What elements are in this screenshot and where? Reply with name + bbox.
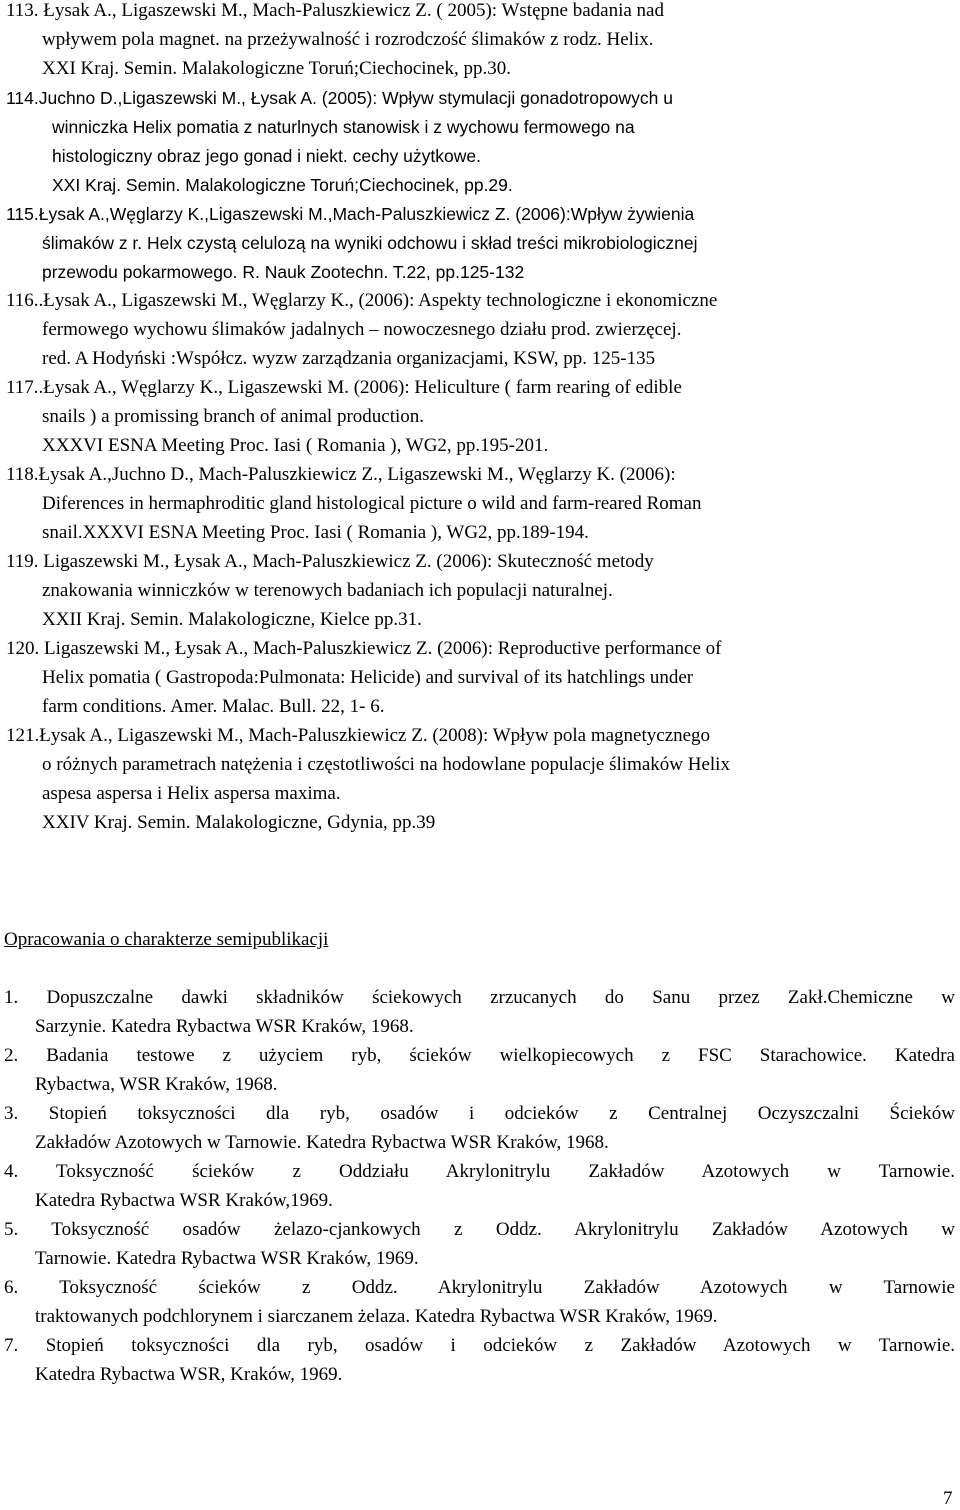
reference-line: Diferences in hermaphroditic gland histological picture o wild and farm-reared Roman [42, 493, 702, 514]
reference-line: XXII Kraj. Semin. Malakologiczne, Kielce pp.31. [42, 609, 422, 630]
reference-line: znakowania winniczków w terenowych badaniach ich populacji naturalnej. [42, 580, 613, 601]
item-line: Katedra Rybactwa WSR, Kraków, 1969. [35, 1364, 343, 1385]
reference-line: ślimaków z r. Helx czystą celulozą na wyniki odchowu i skład treści mikrobiologicznej [42, 233, 698, 253]
reference-line: histologiczny obraz jego gonad i niekt. cechy użytkowe. [52, 146, 481, 166]
item-line: Katedra Rybactwa WSR Kraków,1969. [35, 1190, 333, 1211]
reference-line: XXI Kraj. Semin. Malakologiczne Toruń;Ciechocinek, pp.30. [42, 58, 511, 79]
item-line: traktowanych podchlorynem i siarczanem żelaza. Katedra Rybactwa WSR Kraków, 1969. [35, 1306, 718, 1327]
reference-line: 120. Ligaszewski M., Łysak A., Mach-Paluszkiewicz Z. (2006): Reproductive performance of [6, 638, 722, 659]
reference-line: 121.Łysak A., Ligaszewski M., Mach-Paluszkiewicz Z. (2008): Wpływ pola magnetycznego [6, 725, 711, 746]
reference-line: 118.Łysak A.,Juchno D., Mach-Paluszkiewicz Z., Ligaszewski M., Węglarzy K. (2006): [6, 464, 676, 485]
reference-line: 119. Ligaszewski M., Łysak A., Mach-Paluszkiewicz Z. (2006): Skuteczność metody [6, 551, 654, 572]
item-line: Zakładów Azotowych w Tarnowie. Katedra Rybactwa WSR Kraków, 1968. [35, 1132, 609, 1153]
item-line: Sarzynie. Katedra Rybactwa WSR Kraków, 1968. [35, 1016, 414, 1037]
reference-line: 114.Juchno D.,Ligaszewski M., Łysak A. (2005): Wpływ stymulacji gonadotropowych u [6, 88, 673, 108]
item-line: 5. Toksyczność osadów żelazo-cjankowych z Oddz. Akrylonitrylu Zakładów Azotowych w [4, 1219, 955, 1240]
reference-line: fermowego wychowu ślimaków jadalnych – nowoczesnego działu prod. zwierzęcej. [42, 319, 682, 340]
item-line: 7. Stopień toksyczności dla ryb, osadów i odcieków z Zakładów Azotowych w Tarnowie. [4, 1335, 955, 1356]
reference-line: farm conditions. Amer. Malac. Bull. 22, 1- 6. [42, 696, 385, 717]
reference-line: 113. Łysak A., Ligaszewski M., Mach-Paluszkiewicz Z. ( 2005): Wstępne badania nad [6, 0, 664, 21]
item-line: Tarnowie. Katedra Rybactwa WSR Kraków, 1969. [35, 1248, 419, 1269]
item-line: 1. Dopuszczalne dawki składników ściekowych zrzucanych do Sanu przez Zakł.Chemiczne w [4, 987, 955, 1008]
reference-line: XXXVI ESNA Meeting Proc. Iasi ( Romania ), WG2, pp.195-201. [42, 435, 549, 456]
reference-line: XXI Kraj. Semin. Malakologiczne Toruń;Ciechocinek, pp.29. [52, 175, 513, 195]
reference-line: 117..Łysak A., Węglarzy K., Ligaszewski M. (2006): Heliculture ( farm rearing of edible [6, 377, 682, 398]
reference-line: snail.XXXVI ESNA Meeting Proc. Iasi ( Romania ), WG2, pp.189-194. [42, 522, 589, 543]
item-line: 3. Stopień toksyczności dla ryb, osadów i odcieków z Centralnej Oczyszczalni Ścieków [4, 1103, 955, 1124]
reference-line: o różnych parametrach natężenia i częstotliwości na hodowlane populacje ślimaków Helix [42, 754, 730, 775]
section-heading: Opracowania o charakterze semipublikacji [4, 929, 329, 950]
item-line: Rybactwa, WSR Kraków, 1968. [35, 1074, 278, 1095]
reference-line: wpływem pola magnet. na przeżywalność i rozrodczość ślimaków z rodz. Helix. [42, 29, 654, 50]
reference-line: 116..Łysak A., Ligaszewski M., Węglarzy K., (2006): Aspekty technologiczne i ekonomiczne [6, 290, 718, 311]
reference-line: Helix pomatia ( Gastropoda:Pulmonata: Helicide) and survival of its hatchlings under [42, 667, 694, 688]
item-line: 4. Toksyczność ścieków z Oddziału Akrylonitrylu Zakładów Azotowych w Tarnowie. [4, 1161, 955, 1182]
item-line: 6. Toksyczność ścieków z Oddz. Akrylonitrylu Zakładów Azotowych w Tarnowie [4, 1277, 955, 1298]
reference-line: snails ) a promissing branch of animal production. [42, 406, 425, 427]
reference-line: przewodu pokarmowego. R. Nauk Zootechn. T.22, pp.125-132 [42, 262, 525, 282]
reference-line: 115.Łysak A.,Węglarzy K.,Ligaszewski M.,Mach-Paluszkiewicz Z. (2006):Wpływ żywienia [6, 204, 695, 224]
page-number: 7 [943, 1488, 953, 1509]
item-line: 2. Badania testowe z użyciem ryb, ścieków wielkopiecowych z FSC Starachowice. Katedra [4, 1045, 955, 1066]
reference-line: XXIV Kraj. Semin. Malakologiczne, Gdynia, pp.39 [42, 812, 436, 833]
reference-line: winniczka Helix pomatia z naturlnych stanowisk i z wychowu fermowego na [52, 117, 635, 137]
reference-line: red. A Hodyński :Współcz. wyzw zarządzania organizacjami, KSW, pp. 125-135 [42, 348, 656, 369]
reference-line: aspesa aspersa i Helix aspersa maxima. [42, 783, 341, 804]
